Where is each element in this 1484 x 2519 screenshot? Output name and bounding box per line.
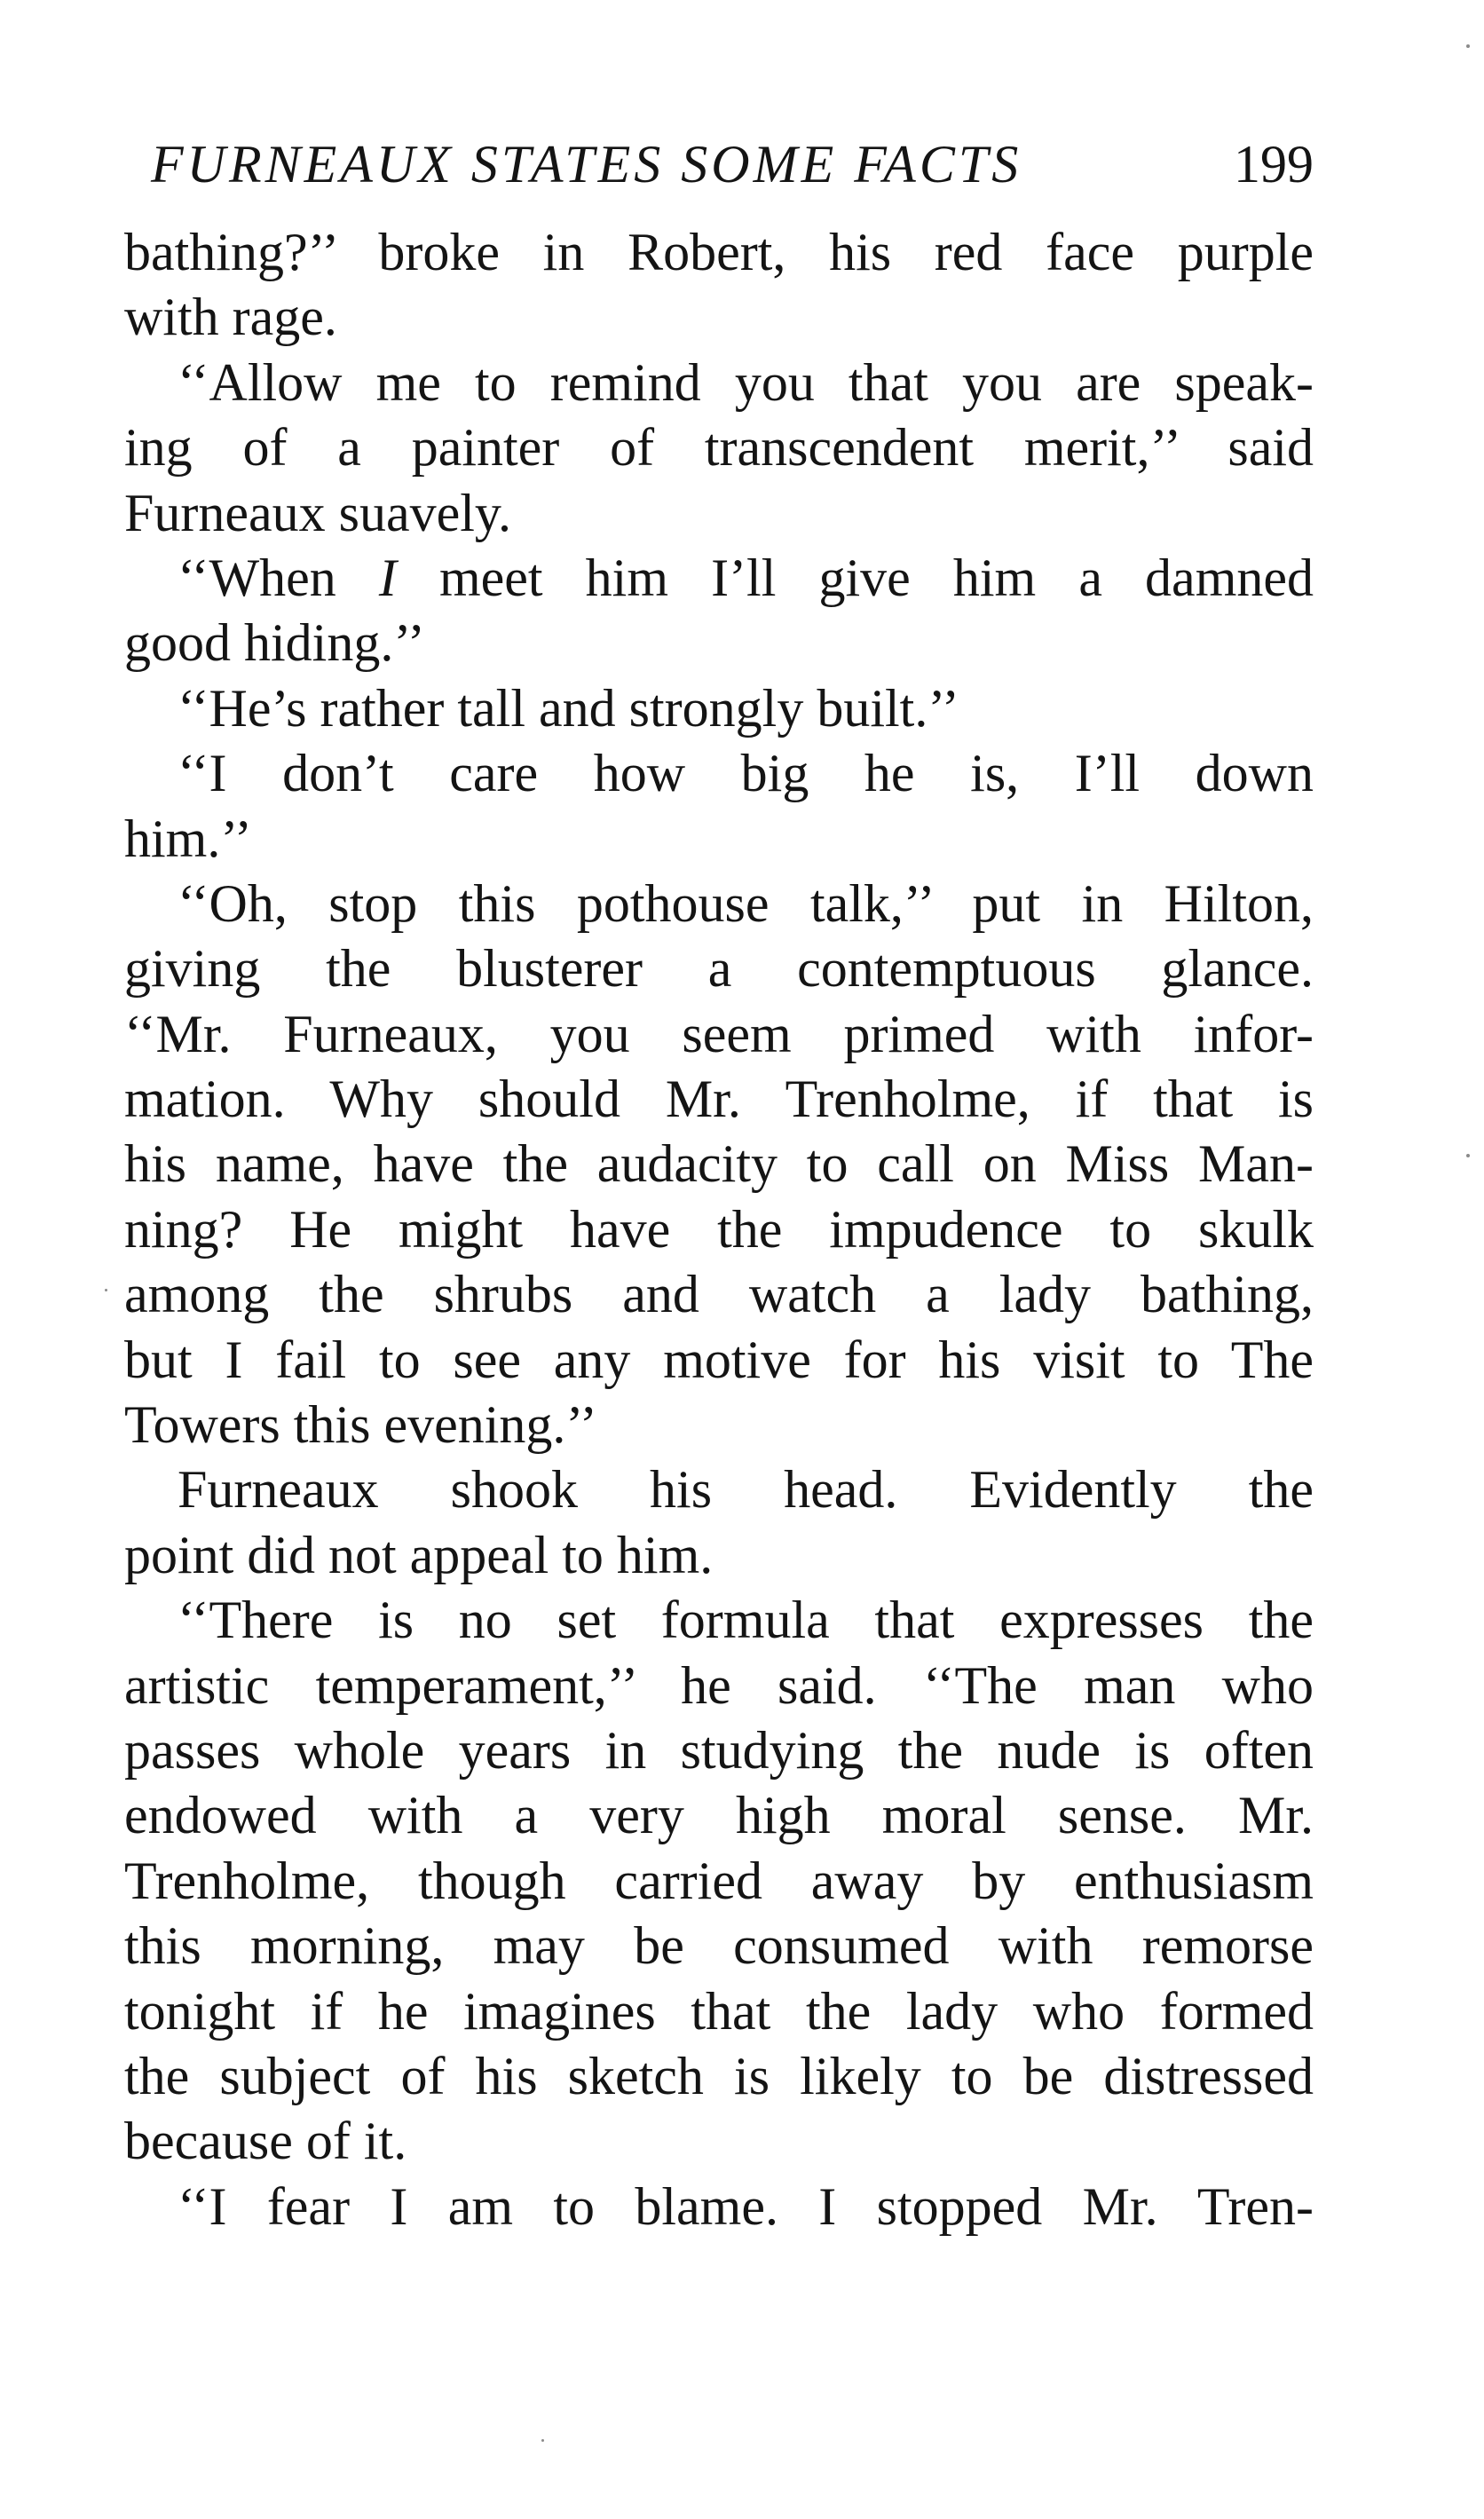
running-title: FURNEAUX STATES SOME FACTS [151, 135, 1022, 193]
text-line: ‘‘There is no set formula that expresses the [178, 1591, 1314, 1650]
text-line: the subject of his sketch is likely to be distressed [124, 2046, 1314, 2105]
text-line: ‘‘When I meet him I’ll give him a damned [178, 548, 1314, 607]
text-line: ‘‘Oh, stop this pothouse talk,’’ put in Hilton, [178, 873, 1314, 933]
running-head [124, 124, 1314, 204]
paper-speck [541, 2439, 544, 2442]
text-line: Furneaux shook his head. Evidently the [178, 1460, 1314, 1520]
text-line: ‘‘I don’t care how big he is, I’ll down [178, 744, 1314, 803]
text-line: Furneaux suavely. [124, 483, 511, 542]
text-line: ning? He might have the impudence to skulk [124, 1199, 1314, 1259]
text-line: tonight if he imagines that the lady who formed [124, 1981, 1314, 2041]
text-line: good hiding.’’ [124, 613, 425, 673]
paper-speck [1466, 44, 1470, 48]
text-line: because of it. [124, 2112, 407, 2171]
text-line: ‘‘Mr. Furneaux, you seem primed with infor- [124, 1004, 1314, 1063]
text-line: passes whole years in studying the nude is often [124, 1720, 1314, 1780]
paper-speck [105, 1289, 107, 1291]
body-text [124, 220, 1314, 2239]
text-line: ‘‘He’s rather tall and strongly built.’’ [178, 678, 959, 738]
text-line: this morning, may be consumed with remorse [124, 1916, 1314, 1976]
text-line: ‘‘I fear I am to blame. I stopped Mr. Tren- [178, 2176, 1314, 2236]
text-line: with rage. [124, 288, 337, 347]
text-line: but I fail to see any motive for his visit to The [124, 1330, 1314, 1389]
emphasis: I [378, 548, 397, 607]
text-line: endowed with a very high moral sense. Mr. [124, 1786, 1314, 1845]
text-line: Towers this evening.’’ [124, 1395, 597, 1455]
page-number: 199 [1234, 135, 1314, 193]
text-line: among the shrubs and watch a lady bathing, [124, 1265, 1314, 1324]
text-line: Trenholme, though carried away by enthusiasm [124, 1851, 1314, 1910]
text-line: bathing?’’ broke in Robert, his red face purple [124, 223, 1314, 281]
text-line: ‘‘Allow me to remind you that you are speak- [178, 352, 1314, 412]
text-line: his name, have the audacity to call on Miss Man- [124, 1134, 1314, 1194]
text-line: point did not appeal to him. [124, 1525, 714, 1584]
text-line: him.’’ [124, 809, 252, 868]
paper-speck [1466, 1154, 1470, 1157]
text-line: mation. Why should Mr. Trenholme, if that is [124, 1070, 1314, 1129]
text-line: giving the blusterer a contemptuous glance. [124, 939, 1314, 999]
text-line: ing of a painter of transcendent merit,’’ said [124, 418, 1314, 478]
text-line: artistic temperament,’’ he said. ‘‘The man who [124, 1655, 1314, 1715]
